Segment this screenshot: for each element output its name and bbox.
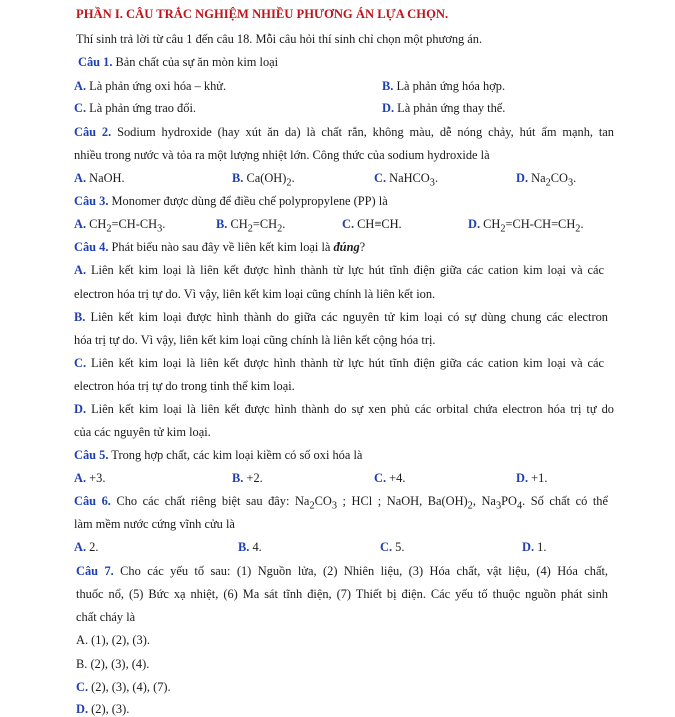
question-6-cont: làm mềm nước cứng vĩnh cửu là: [74, 517, 235, 531]
question-label: Câu 3.: [74, 194, 109, 208]
option-letter: B.: [238, 540, 250, 554]
option-letter: D.: [76, 702, 89, 716]
question-label: Câu 1.: [78, 55, 113, 69]
option-letter: B.: [74, 310, 86, 324]
question-text: PO: [501, 494, 517, 508]
q1-option-a: [74, 78, 226, 94]
q4-option-b: [74, 309, 608, 325]
option-letter: D.: [382, 101, 395, 115]
option-letter: C.: [74, 356, 87, 370]
option-text: 4.: [249, 540, 262, 554]
q2-option-b: [232, 170, 295, 191]
option-letter: B.: [76, 657, 88, 671]
option-letter: A.: [76, 633, 89, 647]
option-text: CH: [480, 217, 501, 231]
option-text: (1), (2), (3).: [88, 633, 150, 647]
q2-option-a: [74, 170, 125, 186]
option-text: +1.: [528, 471, 548, 485]
option-text: CH≡CH.: [354, 217, 402, 231]
option-text: NaHCO: [386, 171, 430, 185]
option-text: (2), (3), (4).: [87, 657, 150, 671]
option-text: (2), (3).: [88, 702, 130, 716]
question-text: Cho các chất riêng biệt sau đây: Na: [110, 494, 310, 508]
question-label: Câu 2.: [74, 125, 112, 139]
option-text: .: [282, 217, 286, 231]
question-6: [74, 493, 608, 514]
q3-option-c: [342, 216, 402, 232]
option-text: Là phản ứng hóa hợp.: [393, 79, 506, 93]
question-4: [74, 239, 365, 255]
option-letter: C.: [374, 171, 387, 185]
subscript: 2: [247, 223, 253, 235]
q2-option-c: [374, 170, 438, 191]
q7-option-c: [76, 679, 171, 695]
question-text: ; HCl ; NaOH, Ba(OH): [337, 494, 468, 508]
option-letter: B.: [232, 171, 244, 185]
question-label: Câu 7.: [76, 564, 114, 578]
subscript: 2: [545, 177, 551, 189]
option-letter: D.: [522, 540, 535, 554]
q4-option-a-cont: electron hóa trị tự do. Vì vậy, liên kết kim loại cũng chính là liên kết ion.: [74, 287, 436, 301]
option-text: 1.: [534, 540, 547, 554]
q4-option-d: [74, 401, 614, 417]
subscript: 2: [106, 223, 112, 235]
subscript: 2: [500, 223, 506, 235]
q1-option-b: [382, 78, 505, 94]
option-letter: B.: [232, 471, 244, 485]
section-title: PHẦN I. CÂU TRẮC NGHIỆM NHIỀU PHƯƠNG ÁN LỰA CHỌN.: [76, 7, 449, 21]
option-text: CO: [550, 171, 568, 185]
option-letter: C.: [374, 471, 387, 485]
question-label: Câu 6.: [74, 494, 111, 508]
option-letter: A.: [74, 263, 87, 277]
question-3: [74, 193, 388, 209]
q4-option-c-cont: electron hóa trị tự do trong tinh thể kim loại.: [74, 379, 295, 393]
q5-option-d: [516, 470, 547, 486]
q6-option-d: [522, 539, 546, 555]
q7-option-a: [76, 632, 150, 648]
option-text: +4.: [386, 471, 406, 485]
option-text: 5.: [392, 540, 405, 554]
option-text: Liên kết kim loại là liên kết được hình thành do sự xen phủ các orbital chứa electron hóa trị tự do: [86, 402, 614, 416]
q1-option-c: [74, 100, 196, 116]
option-text: .: [434, 171, 439, 185]
option-letter: D.: [516, 171, 529, 185]
option-letter: B.: [382, 79, 394, 93]
option-letter: A.: [74, 471, 87, 485]
question-text-end: ?: [359, 240, 366, 254]
option-letter: D.: [74, 402, 87, 416]
instructions: Thí sinh trả lời từ câu 1 đến câu 18. Mỗi câu hỏi thí sinh chỉ chọn một phương án.: [76, 32, 483, 46]
option-letter: C.: [342, 217, 355, 231]
question-7: [76, 563, 608, 579]
option-text: CH: [227, 217, 248, 231]
question-7-cont: thuốc nổ, (5) Bức xạ nhiệt, (6) Ma sát tĩnh điện, (7) Thiết bị điện. Các yếu tố thuộc nguồn phát sinh: [76, 587, 608, 601]
question-text: . Số chất có thể: [522, 494, 608, 508]
option-text: Liên kết kim loại được hình thành do giữa các nguyên tử kim loại có sự dùng chung các electron: [85, 310, 608, 324]
option-text: NaOH.: [86, 171, 125, 185]
q4-option-b-cont: hóa trị tự do. Vì vậy, liên kết kim loại cũng chính là liên kết cộng hóa trị.: [74, 333, 436, 347]
q3-option-a: [74, 216, 165, 237]
question-7-cont-2: chất cháy là: [76, 610, 136, 624]
option-letter: D.: [516, 471, 529, 485]
subscript: 3: [157, 223, 163, 235]
option-text: =CH: [252, 217, 278, 231]
q3-option-d: [468, 216, 584, 237]
question-label: Câu 5.: [74, 448, 109, 462]
question-text: , Na: [472, 494, 496, 508]
option-text: +2.: [243, 471, 263, 485]
question-1: [78, 54, 278, 70]
option-text: =CH-CH=CH: [505, 217, 576, 231]
option-text: Na: [528, 171, 546, 185]
q4-option-c: [74, 355, 604, 371]
option-text: =CH-CH: [111, 217, 158, 231]
subscript: 4: [516, 500, 523, 512]
option-text: Ca(OH): [243, 171, 287, 185]
option-text: .: [291, 171, 295, 185]
q6-option-a: [74, 539, 98, 555]
option-text: Là phản ứng oxi hóa – khử.: [86, 79, 227, 93]
question-text: Monomer được dùng để điều chế polypropylene (PP) là: [108, 194, 388, 208]
q1-option-d: [382, 100, 505, 116]
subscript: 2: [309, 500, 315, 512]
question-text: Cho các yếu tố sau: (1) Nguồn lửa, (2) Nhiên liệu, (3) Hóa chất, vật liệu, (4) Hóa chất,: [113, 564, 608, 578]
question-2: [74, 124, 614, 140]
question-emphasis: đúng: [333, 240, 360, 254]
option-text: (2), (3), (4), (7).: [88, 680, 171, 694]
q3-option-b: [216, 216, 285, 237]
q6-option-c: [380, 539, 404, 555]
option-letter: A.: [74, 79, 87, 93]
q2-option-d: [516, 170, 576, 191]
option-letter: A.: [74, 217, 87, 231]
option-text: Liên kết kim loại là liên kết được hình thành từ lực hút tĩnh điện giữa các cation kim loại và các: [86, 263, 604, 277]
option-text: .: [580, 217, 584, 231]
subscript: 2: [467, 500, 473, 512]
q4-option-d-cont: của các nguyên tử kim loại.: [74, 425, 211, 439]
option-text: Là phản ứng thay thế.: [394, 101, 506, 115]
question-2-cont: nhiều trong nước và tỏa ra một lượng nhiệt lớn. Công thức của sodium hydroxide là: [74, 148, 490, 162]
q5-option-a: [74, 470, 105, 486]
q7-option-b: [76, 656, 149, 672]
subscript: 2: [575, 223, 581, 235]
option-letter: D.: [468, 217, 481, 231]
question-text: Sodium hydroxide (hay xút ăn da) là chất rắn, không màu, dễ nóng chảy, hút ẩm mạnh, tan: [111, 125, 614, 139]
option-letter: B.: [216, 217, 228, 231]
option-letter: C.: [76, 680, 89, 694]
question-label: Câu 4.: [74, 240, 109, 254]
q7-option-d: [76, 701, 129, 717]
option-letter: C.: [380, 540, 393, 554]
option-text: +3.: [86, 471, 106, 485]
option-text: .: [573, 171, 577, 185]
question-text: CO: [314, 494, 332, 508]
subscript: 3: [567, 177, 574, 189]
question-text: Phát biểu nào sau đây về liên kết kim loại là: [108, 240, 334, 254]
option-letter: A.: [74, 171, 87, 185]
option-letter: A.: [74, 540, 87, 554]
subscript: 3: [495, 500, 502, 512]
option-text: Là phản ứng trao đổi.: [86, 101, 196, 115]
question-5: [74, 447, 362, 463]
option-letter: C.: [74, 101, 87, 115]
q5-option-b: [232, 470, 263, 486]
option-text: Liên kết kim loại là liên kết được hình thành từ lực hút tĩnh điện giữa các cation kim loại và các: [86, 356, 604, 370]
q5-option-c: [374, 470, 405, 486]
subscript: 3: [331, 500, 337, 512]
q6-option-b: [238, 539, 262, 555]
option-text: 2.: [86, 540, 99, 554]
option-text: CH: [86, 217, 107, 231]
question-text: Bản chất của sự ăn mòn kim loại: [112, 55, 279, 69]
question-text: Trong hợp chất, các kim loại kiềm có số oxi hóa là: [108, 448, 363, 462]
subscript: 3: [429, 177, 435, 189]
subscript: 2: [286, 177, 292, 189]
subscript: 2: [277, 223, 283, 235]
q4-option-a: [74, 262, 604, 278]
option-text: .: [162, 217, 166, 231]
